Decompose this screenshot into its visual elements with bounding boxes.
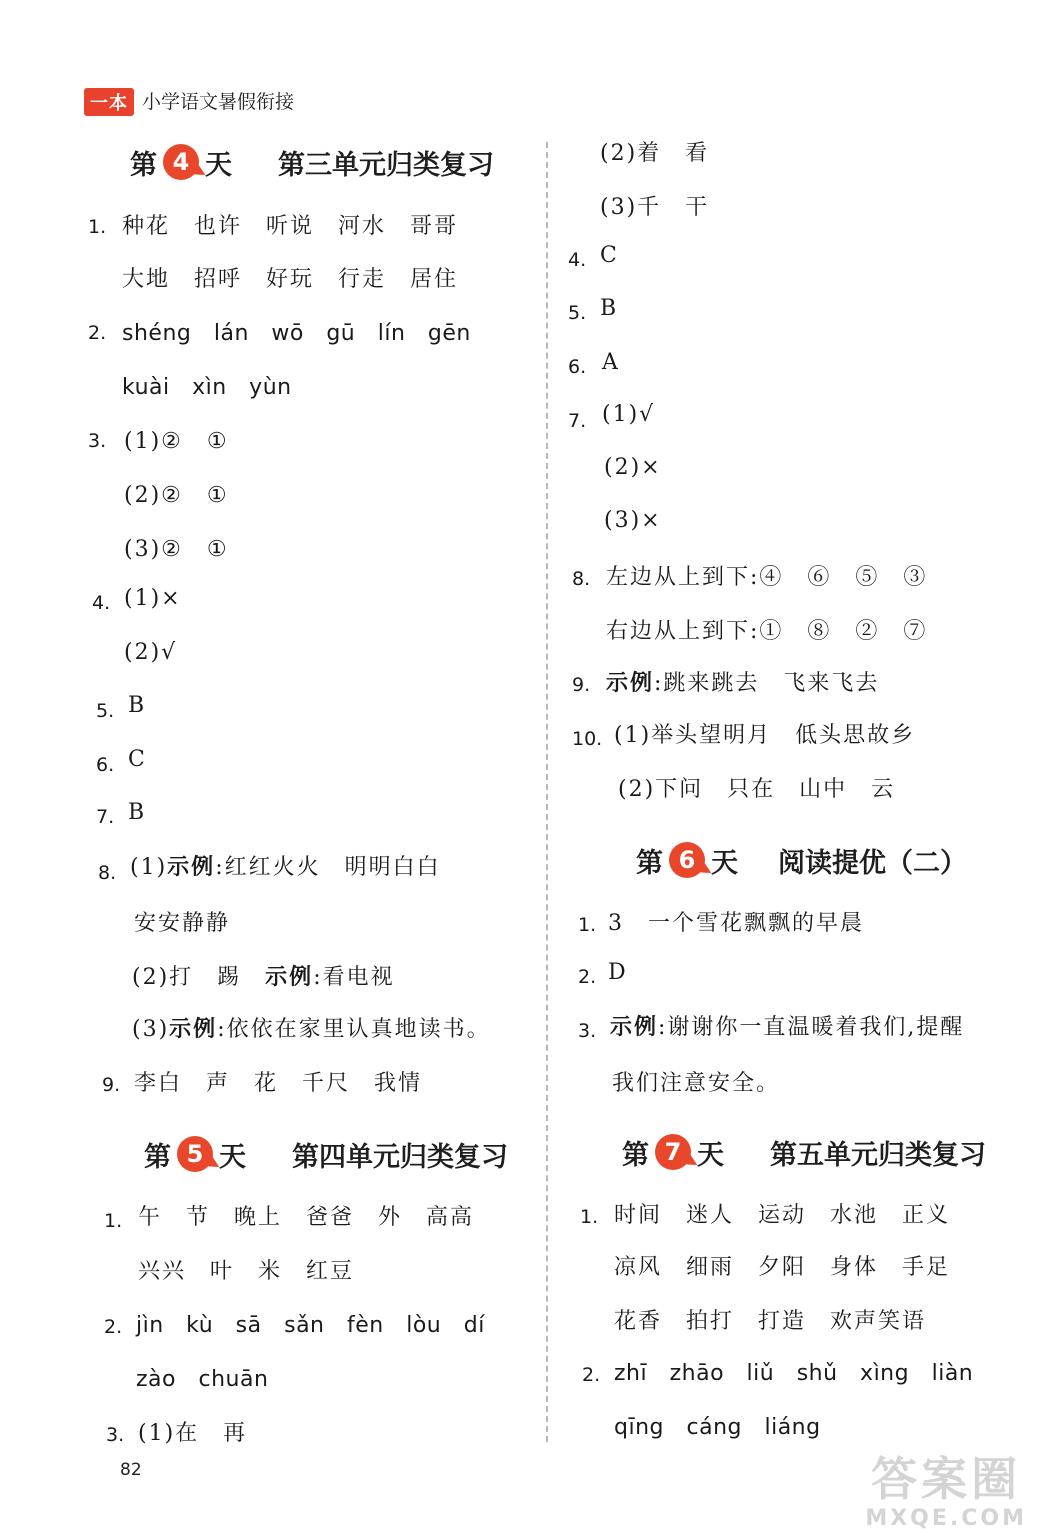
question-number: 5.: [568, 302, 587, 324]
sub-index: (1): [130, 855, 168, 880]
answer-line: 大地 招呼 好玩 行走 居住: [122, 267, 459, 292]
answer-line: [132, 960, 395, 991]
example-label: 示例: [606, 671, 655, 696]
pinyin-line: jìn kù sā sǎn fèn lòu dí: [136, 1313, 485, 1338]
answer-line: C: [128, 747, 147, 772]
answer-line: 左边从上到下:④ ⑥ ⑤ ③: [606, 565, 928, 590]
day-prefix: 第: [636, 847, 663, 879]
answer-line: (1)×: [124, 586, 182, 611]
question-number: 2.: [104, 1316, 123, 1338]
day-suffix: 天: [697, 1139, 724, 1171]
answer-line: B: [128, 800, 147, 825]
answer-line: D: [608, 960, 628, 985]
answer-line: B: [128, 693, 147, 718]
question-number: 1.: [104, 1210, 123, 1232]
question-number: 9.: [102, 1074, 121, 1096]
question-number: 8.: [98, 862, 117, 884]
book-title: 小学语文暑假衔接: [142, 91, 295, 113]
section-heading-day5: [144, 1132, 508, 1176]
example-label: 示例: [610, 1015, 659, 1040]
answer-line: (2)② ①: [124, 483, 229, 508]
day-prefix: 第: [130, 149, 157, 181]
day-badge: 4: [163, 144, 199, 180]
answer-text: :谢谢你一直温暖着我们,提醒: [658, 1015, 965, 1040]
day-badge: 6: [669, 842, 705, 878]
answer-line: (1)举头望明月 低头思故乡: [614, 723, 916, 748]
answer-line: (2)√: [124, 640, 178, 665]
watermark: [865, 1452, 1027, 1531]
question-number: 4.: [92, 592, 111, 614]
question-number: 7.: [96, 806, 115, 828]
answer-line: A: [602, 350, 620, 375]
answer-line: 我们注意安全。: [612, 1071, 781, 1096]
question-number: 2.: [578, 966, 597, 988]
answer-line: [130, 850, 441, 881]
answer-line: 李白 声 花 千尺 我情: [134, 1071, 423, 1096]
day-prefix: 第: [144, 1141, 171, 1173]
question-number: 2.: [88, 322, 107, 344]
answer-line: 兴兴 叶 米 红豆: [138, 1259, 355, 1284]
question-number: 3.: [88, 430, 107, 452]
day-suffix: 天: [711, 847, 738, 879]
answer-line: [606, 666, 879, 697]
section-title: 第五单元归类复习: [770, 1139, 986, 1171]
question-number: 3.: [106, 1424, 125, 1446]
answer-line: (3)×: [604, 508, 662, 533]
answer-line: (2)×: [604, 455, 662, 480]
question-number: 5.: [96, 700, 115, 722]
answer-line: 种花 也许 听说 河水 哥哥: [122, 214, 459, 239]
day-suffix: 天: [219, 1141, 246, 1173]
pinyin-line: kuài xìn yùn: [122, 375, 292, 400]
question-number: 6.: [96, 754, 115, 776]
sub-index: (3): [132, 1017, 170, 1042]
section-title: 第四单元归类复习: [292, 1141, 508, 1173]
example-label: 示例: [265, 965, 314, 990]
pinyin-line: shéng lán wō gū lín gēn: [122, 321, 471, 346]
pinyin-line: zào chuān: [136, 1367, 269, 1392]
pinyin-line: zhī zhāo liǔ shǔ xìng liàn: [614, 1361, 974, 1386]
question-number: 1.: [578, 914, 597, 936]
page-number: 82: [120, 1460, 142, 1480]
answer-line: 凉风 细雨 夕阳 身体 手足: [614, 1255, 951, 1280]
answer-line: 时间 迷人 运动 水池 正义: [614, 1203, 951, 1228]
pinyin-line: qīng cáng liáng: [614, 1415, 821, 1440]
section-title: 阅读提优（二）: [778, 847, 967, 879]
answer-line: (1)√: [602, 402, 656, 427]
answer-line: 安安静静: [134, 911, 231, 936]
example-label: 示例: [169, 1017, 218, 1042]
day-suffix: 天: [205, 149, 232, 181]
answer-text: :跳来跳去 飞来飞去: [654, 671, 880, 696]
section-title: 第三单元归类复习: [278, 149, 494, 181]
answer-line: [132, 1012, 491, 1043]
answer-text: (2)打 踢: [132, 965, 266, 990]
section-heading-day6: [636, 838, 967, 882]
section-heading-day4: [130, 140, 494, 184]
answer-text: :看电视: [313, 965, 395, 990]
question-number: 1.: [580, 1206, 599, 1228]
question-number: 4.: [568, 249, 587, 271]
question-number: 1.: [88, 216, 107, 238]
answer-line: (1)② ①: [124, 429, 229, 454]
answer-line: (1)在 再: [138, 1421, 248, 1446]
answer-line: B: [600, 296, 619, 321]
section-heading-day7: [622, 1130, 986, 1174]
day-prefix: 第: [622, 1139, 649, 1171]
answer-line: (3)② ①: [124, 537, 229, 562]
answer-text: :依依在家里认真地读书。: [217, 1017, 491, 1042]
brand-logo: 一本: [84, 88, 134, 116]
example-label: 示例: [167, 855, 216, 880]
question-number: 6.: [568, 356, 587, 378]
answer-line: 3 一个雪花飘飘的早晨: [608, 911, 864, 936]
question-number: 7.: [568, 410, 587, 432]
watermark-text: 答案圈: [871, 1452, 1022, 1506]
day-badge: 7: [655, 1134, 691, 1170]
answer-text: :红红火火 明明白白: [215, 855, 441, 880]
question-number: 9.: [572, 674, 591, 696]
answer-line: (2)下问 只在 山中 云: [618, 777, 896, 802]
question-number: 10.: [572, 728, 603, 750]
question-number: 3.: [578, 1020, 597, 1042]
answer-line: (3)千 干: [600, 195, 710, 220]
question-number: 8.: [572, 568, 591, 590]
answer-line: (2)着 看: [600, 141, 710, 166]
question-number: 2.: [582, 1364, 601, 1386]
answer-line: 午 节 晚上 爸爸 外 高高: [138, 1205, 475, 1230]
answer-line: 右边从上到下:① ⑧ ② ⑦: [606, 619, 928, 644]
answer-line: C: [600, 243, 619, 268]
answer-line: [610, 1010, 964, 1041]
watermark-url: MXQE.COM: [865, 1506, 1027, 1531]
answer-line: 花香 拍打 打造 欢声笑语: [614, 1309, 927, 1334]
column-divider: [546, 142, 548, 1442]
day-badge: 5: [177, 1136, 213, 1172]
